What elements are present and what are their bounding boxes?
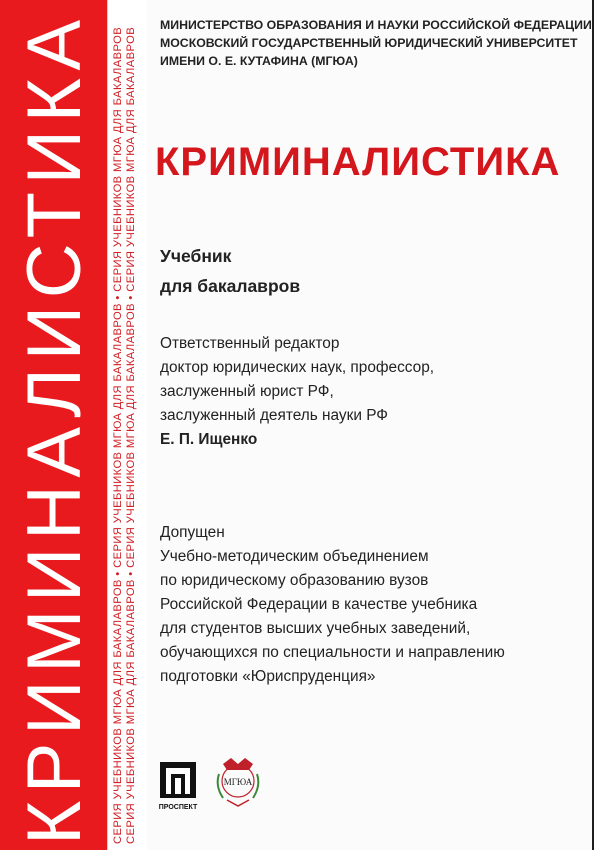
header-line-3: ИМЕНИ О. Е. КУТАФИНА (МГЮА)	[160, 54, 358, 68]
approval-line-4: Российской Федерации в качестве учебника	[160, 596, 478, 613]
university-abbrev: МГЮА	[223, 777, 253, 787]
book-title: КРИМИНАЛИСТИКА	[155, 140, 561, 184]
university-logo-icon	[213, 756, 263, 811]
approval-line-7: подготовки «Юриспруденция»	[160, 668, 376, 685]
editor-line-4: заслуженный деятель науки РФ	[160, 407, 389, 424]
editor-name: Е. П. Ищенко	[160, 431, 258, 448]
approval-line-5: для студентов высших учебных заведений,	[160, 620, 471, 637]
header-line-1: МИНИСТЕРСТВО ОБРАЗОВАНИЯ И НАУКИ РОССИЙСКОЙ ФЕДЕРАЦИИ	[160, 18, 592, 32]
publisher-name: ПРОСПЕКТ	[158, 804, 198, 811]
series-text-1: СЕРИЯ УЧЕБНИКОВ МГЮА ДЛЯ БАКАЛАВРОВ • СЕРИЯ УЧЕБНИКОВ МГЮА ДЛЯ БАКАЛАВРОВ • СЕРИЯ УЧЕБНИКОВ МГЮА ДЛЯ БАКАЛАВРОВ	[112, 26, 124, 844]
editor-line-2: доктор юридических наук, профессор,	[160, 359, 435, 376]
subtitle-line-1: Учебник	[160, 246, 232, 266]
publisher-logo-icon	[154, 760, 202, 812]
series-text-2: СЕРИЯ УЧЕБНИКОВ МГЮА ДЛЯ БАКАЛАВРОВ • СЕРИЯ УЧЕБНИКОВ МГЮА ДЛЯ БАКАЛАВРОВ • СЕРИЯ УЧЕБНИКОВ МГЮА ДЛЯ БАКАЛАВРОВ	[125, 26, 137, 844]
editor-line-1: Ответственный редактор	[160, 335, 340, 352]
editor-line-3: заслуженный юрист РФ,	[160, 383, 334, 400]
approval-line-2: Учебно-методическим объединением	[160, 548, 429, 565]
approval-line-6: обучающихся по специальности и направлению	[160, 644, 505, 661]
spine-title: КРИМИНАЛИСТИКА	[12, 12, 97, 845]
approval-line-3: по юридическому образованию вузов	[160, 572, 429, 589]
approval-block	[160, 521, 505, 689]
editor-block	[160, 332, 434, 452]
book-subtitle	[160, 241, 300, 301]
approval-line-1: Допущен	[160, 524, 225, 541]
ministry-header	[160, 16, 592, 70]
header-line-2: МОСКОВСКИЙ ГОСУДАРСТВЕННЫЙ ЮРИДИЧЕСКИЙ УНИВЕРСИТЕТ	[160, 36, 578, 50]
subtitle-line-2: для бакалавров	[160, 276, 301, 296]
